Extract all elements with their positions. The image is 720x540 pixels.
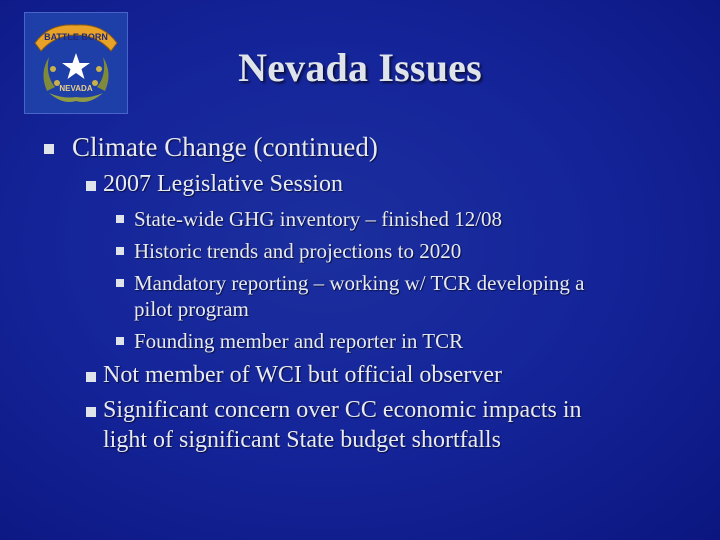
bullet-wci-observer: Not member of WCI but official observer: [103, 362, 502, 388]
bullet-marker: [116, 247, 124, 255]
bullet-marker: [86, 181, 96, 191]
bullet-marker: [44, 144, 54, 154]
bullet-legislative-session: 2007 Legislative Session: [103, 171, 343, 197]
bullet-marker: [116, 215, 124, 223]
bullet-founding-member: Founding member and reporter in TCR: [134, 329, 464, 353]
bullet-marker: [116, 337, 124, 345]
flag-state-text: NEVADA: [59, 84, 93, 93]
bullet-ghg-inventory: State-wide GHG inventory – finished 12/08: [134, 207, 503, 231]
bullet-mandatory-reporting-cont: pilot program: [134, 297, 249, 321]
bullet-marker: [116, 279, 124, 287]
bullet-historic-trends: Historic trends and projections to 2020: [134, 239, 462, 263]
bullet-economic-concern-cont: light of significant State budget shortfalls: [103, 427, 501, 453]
bullet-economic-concern: Significant concern over CC economic impacts in: [103, 397, 582, 423]
bullet-mandatory-reporting: Mandatory reporting – working w/ TCR developing a: [134, 271, 585, 295]
slide-title: Nevada Issues: [238, 45, 482, 90]
flag-banner-text: BATTLE BORN: [44, 32, 108, 42]
bullet-marker: [86, 407, 96, 417]
bullet-marker: [86, 372, 96, 382]
bullet-climate-change: Climate Change (continued): [72, 132, 378, 162]
